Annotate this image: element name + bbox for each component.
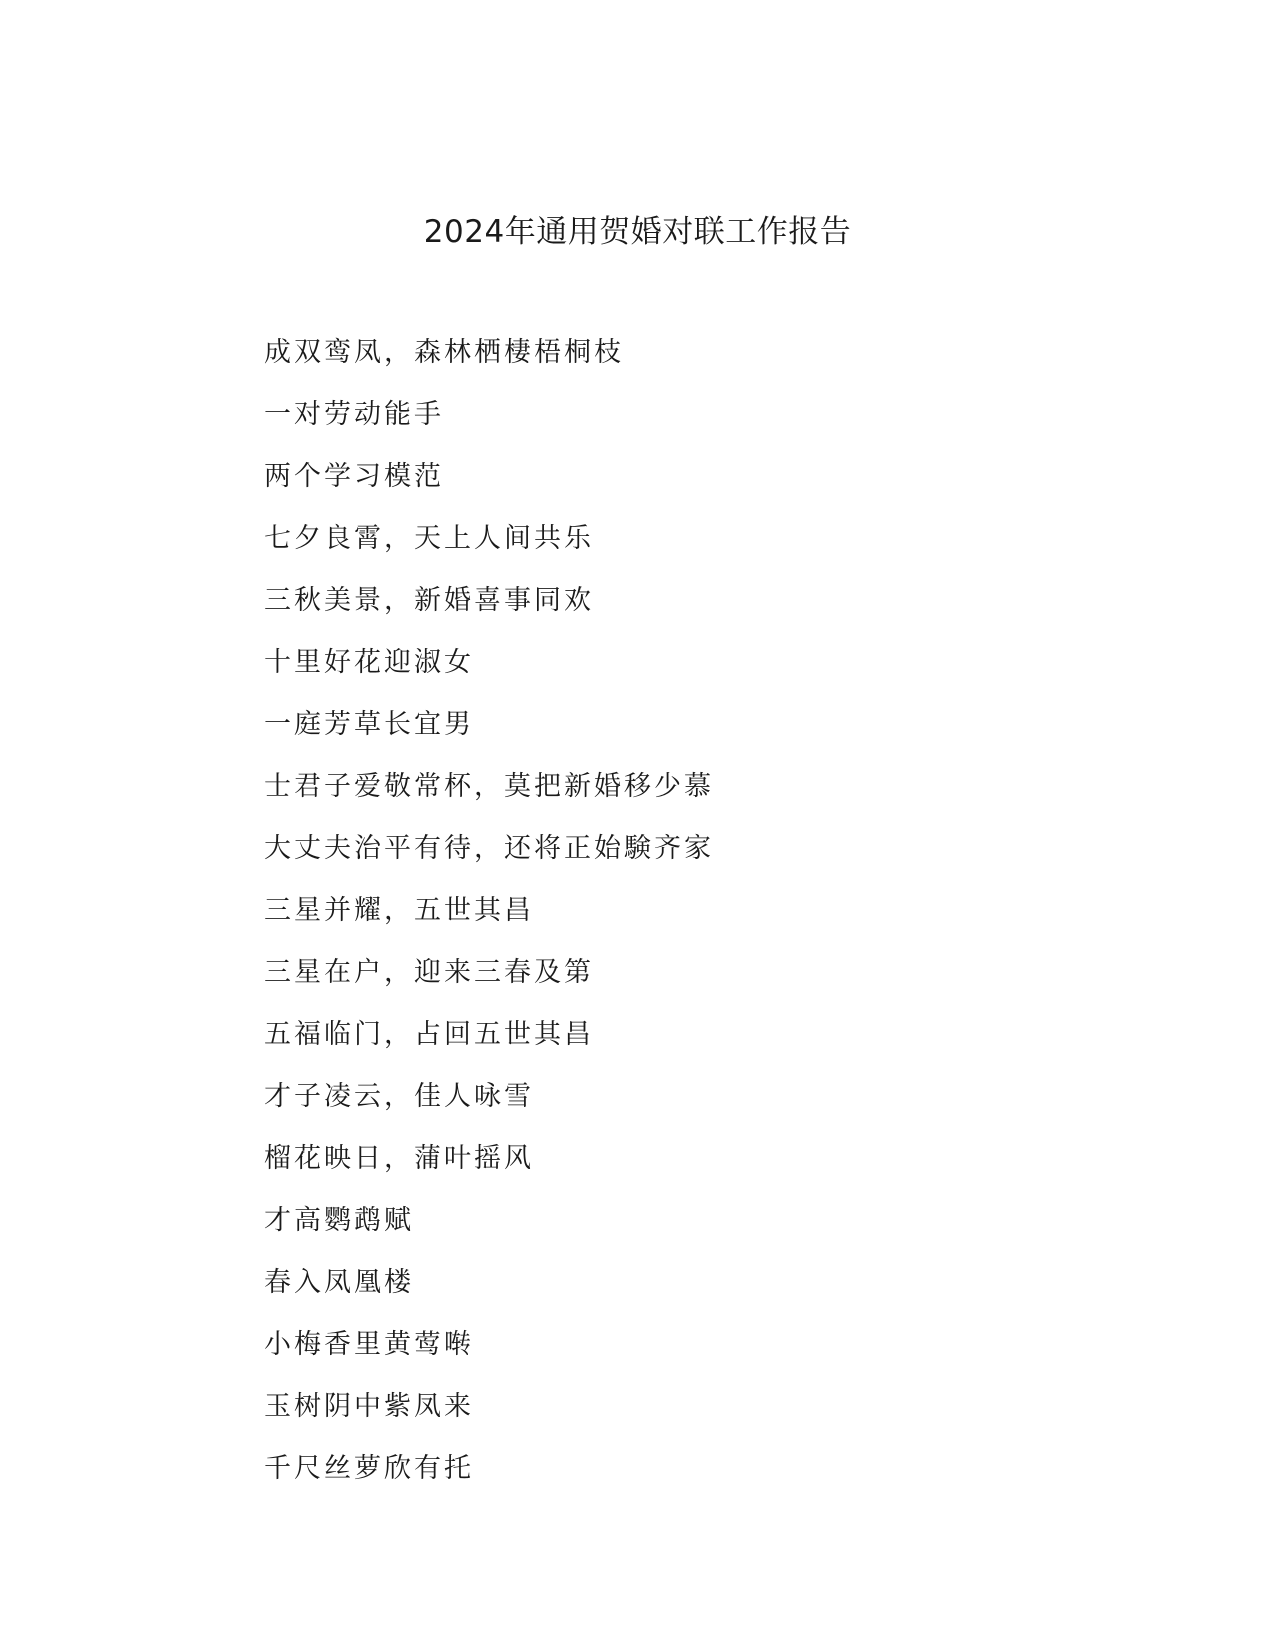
couplet-line: 一庭芳草长宜男: [264, 709, 474, 740]
couplet-line: 三星在户，迎来三春及第: [264, 957, 594, 988]
couplet-line: 春入凤凰楼: [264, 1267, 414, 1298]
couplet-line: 玉树阴中紫凤来: [264, 1391, 474, 1422]
page-title: 2024年通用贺婚对联工作报告: [423, 214, 852, 250]
couplet-line: 十里好花迎淑女: [264, 647, 474, 678]
couplet-line: 一对劳动能手: [264, 399, 444, 430]
couplet-line: 成双鸾凤，森林栖棲梧桐枝: [264, 337, 624, 368]
couplet-line: 千尺丝萝欣有托: [264, 1453, 474, 1484]
couplet-line: 两个学习模范: [264, 461, 444, 492]
couplet-line: 榴花映日，蒲叶摇风: [264, 1143, 534, 1174]
couplet-line: 才子凌云，佳人咏雪: [264, 1081, 534, 1112]
couplet-line: 才高鹦鹉赋: [264, 1205, 414, 1236]
couplet-line: 三星并耀，五世其昌: [264, 895, 534, 926]
couplet-list: [264, 333, 1064, 1511]
couplet-line: 大丈夫治平有待，还将正始験齐家: [264, 833, 714, 864]
couplet-line: 士君子爱敬常杯，莫把新婚移少慕: [264, 771, 714, 802]
couplet-line: 五福临门，占回五世其昌: [264, 1019, 594, 1050]
couplet-line: 小梅香里黄莺啭: [264, 1329, 474, 1360]
couplet-line: 七夕良霄，天上人间共乐: [264, 523, 594, 554]
couplet-line: 三秋美景，新婚喜事同欢: [264, 585, 594, 616]
